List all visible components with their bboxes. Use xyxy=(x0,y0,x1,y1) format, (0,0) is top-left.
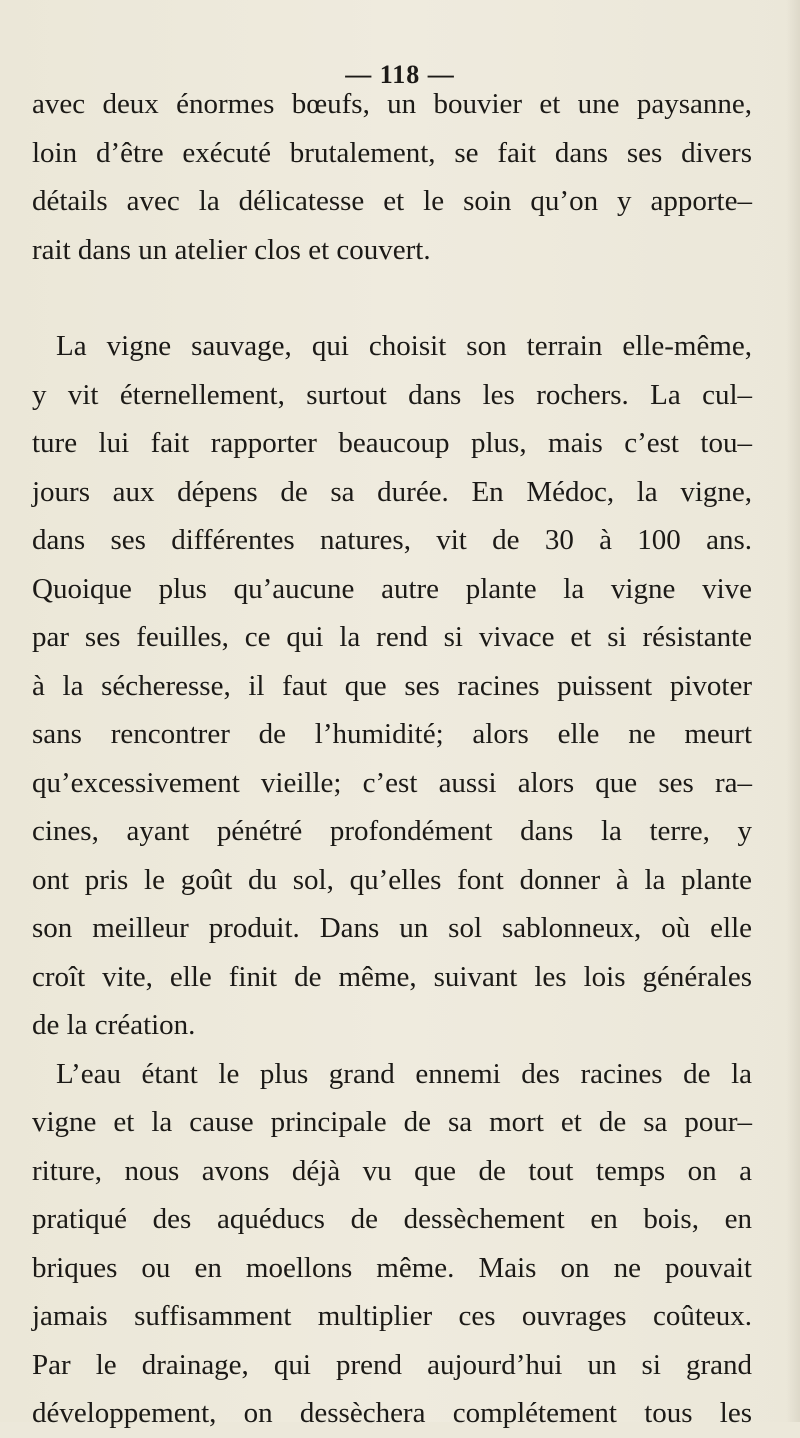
paragraph-2 xyxy=(32,322,752,1438)
text-line: développement, on dessèchera complétement tous les xyxy=(32,1397,752,1429)
text-line: vigne et la cause principale de sa mort et de sa pour– xyxy=(32,1106,752,1138)
text-line: à la sécheresse, il faut que ses racines puissent pivoter xyxy=(32,669,752,702)
text-line: croît vite, elle finit de même, suivant les lois générales xyxy=(32,960,752,993)
paragraph-1 xyxy=(32,80,752,274)
text-line: par ses feuilles, ce qui la rend si vivace et si résistante xyxy=(32,621,752,653)
text-line: qu’excessivement vieille; c’est aussi alors que ses ra– xyxy=(32,766,752,799)
text-line: y vit éternellement, surtout dans les rochers. La cul– xyxy=(32,378,752,411)
page-edge-shadow xyxy=(786,0,800,1422)
text-line: dans ses différentes natures, vit de 30 à 100 ans. xyxy=(32,524,752,556)
text-line: de la création. xyxy=(32,1009,196,1041)
text-line: sans rencontrer de l’humidité; alors elle ne meurt xyxy=(32,718,752,750)
text-line: jours aux dépens de sa durée. En Médoc, la vigne, xyxy=(32,475,752,508)
text-line: ont pris le goût du sol, qu’elles font donner à la plante xyxy=(32,863,752,896)
text-line: briques ou en moellons même. Mais on ne pouvait xyxy=(32,1251,752,1284)
text-line: ture lui fait rapporter beaucoup plus, mais c’est tou– xyxy=(32,427,752,459)
text-line: jamais suffisamment multiplier ces ouvrages coûteux. xyxy=(32,1300,752,1332)
page-number: — 118 — xyxy=(345,60,455,89)
text-line: loin d’être exécuté brutalement, se fait dans ses divers xyxy=(32,136,752,169)
text-line: Quoique plus qu’aucune autre plante la vigne vive xyxy=(32,572,752,605)
text-line: Par le drainage, qui prend aujourd’hui un si grand xyxy=(32,1348,752,1381)
text-line: rait dans un atelier clos et couvert. xyxy=(32,233,431,266)
text-line: détails avec la délicatesse et le soin qu’on y apporte– xyxy=(32,185,752,217)
text-line: son meilleur produit. Dans un sol sablonneux, où elle xyxy=(32,912,752,944)
text-line: riture, nous avons déjà vu que de tout temps on a xyxy=(32,1154,752,1187)
text-line: cines, ayant pénétré profondément dans la terre, y xyxy=(32,815,752,847)
text-line: avec deux énormes bœufs, un bouvier et une paysanne, xyxy=(32,88,752,120)
text-line: pratiqué des aquéducs de dessèchement en bois, en xyxy=(32,1203,752,1235)
text-line: La vigne sauvage, qui choisit son terrain elle-même, xyxy=(56,330,752,362)
text-line: L’eau étant le plus grand ennemi des racines de la xyxy=(56,1057,752,1090)
